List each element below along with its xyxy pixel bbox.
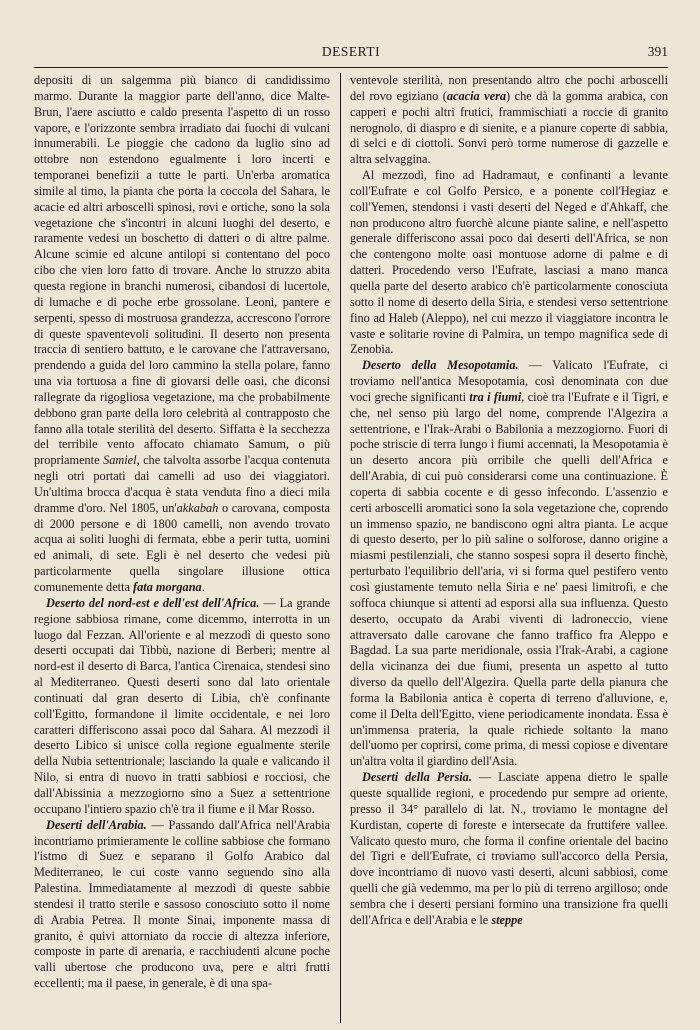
paragraph-arabia-continued: ventevole sterilità, non presentando altro che pochi arboscelli del rovo egiziano (acacia vera) che dà la gomma arabica, con capperi e pochi altri frutici, frammischiati a roccie di granito nerognolo, di diaspro e di sienite, e a pianure coperte di sabbia, di selci e di ciottoli. Sonvi però torme numerose di gazzelle e altra selvaggina. [350,73,668,167]
section-title-arabia: Deserti dell'Arabia. [46,817,147,832]
paragraph-hadramaut: Al mezzodì, fino ad Hadramaut, e confinanti a levante coll'Eufrate e col Golfo Persico, e a ponente coll'Hegiaz e coll'Yemen, stendonsi i vasti deserti del Neged e d'Ahkaff, che non producono altro fuorchè alcune piante saline, e nell'aspetto generale differiscono assai poco dai deserti dell'Africa, se non che contengono molte oasi montuose adorne di palme e di datteri. Procedendo verso l'Eufrate, lasciasi a mano manca quella parte del deserto arabico ch'è particolarmente conosciuta sotto il nome di deserto della Siria, e stendesi verso settentrione fino ad Haleb (Aleppo), nel cui mezzo il viaggiatore incontra le vaste e solitarie rovine di Palmira, un tempo magnifica sede di Zenobia. [350,168,668,357]
paragraph-northeast-africa: Deserto del nord-est e dell'est dell'Africa. — La grande regione sabbiosa rimane, come dicemmo, interrotta in un luogo dal Fezzan. All'oriente e al mezzodì di questo sono deserti occupati dai Tibbù, nazione di Berberi; mentre al nord-est il deserto di Barca, l'antica Cirenaica, stendesi sino al Mediterraneo. Questi deserti sono dal lato orientale continuati dal gran deserto di Libia, ch'è confinante coll'Egitto, formandone il limite occidentale, e nei loro caratteri differiscono assai poco dal Sahara. Al mezzodì il deserto Libico si unisce colla regione egualmente sterile della Nubia settentrionale; lasciando la quale e valicando il Nilo, si entra di nuovo in tratti sabbiosi e rocciosi, che dall'Abissinia a mezzogiorno sino a Suez a settentrione occupano l'intiero spazio ch'è tra il fiume e il Mar Rosso. [34,595,330,816]
header-rule [34,67,668,68]
paragraph-mesopotamia: Deserto della Mesopotamia. — Valicato l'Eufrate, ci troviamo nell'antica Mesopotamia, così denominata con due voci greche significanti tra i fiumi, cioè tra l'Eufrate e il Tigri, e che, nel senso più largo del nome, comprende l'Algezira a settentrione, e l'Irak-Arabi o Babilonia a mezzogiorno. Fuori di poche striscie di terra lungo i fiumi accennati, la Mesopotamia è un deserto ancora più orribile che quelli dell'Africa e dell'Arabia, di cui può considerarsi come una continuazione. È coperta di sabbia cocente e di gesso infecondo. L'assenzio e certi arboscelli aromatici sono la sola vegetazione che, coprendo un immenso spazio, ne bandiscono ogni altra pianta. Le acque di questo deserto, per lo più saline o solforose, danno origine a miasmi pestilenziali, che stanno sospesi sopra il deserto finchè, perturbato l'equilibrio dell'aria, vi si forma quel pestifero vento così giustamente temuto nella Siria e ne' paesi limitrofi, e che soffoca chiunque si attenti ad esporsi alla sua influenza. Questo deserto, occupato da Arabi viventi di ladroneccio, viene attraversato dalle carovane che fanno traffico fra Aleppo e Bagdad. La sua parte meridionale, ossia l'Irak-Arabi, a cagione della vicinanza dei due fiumi, presenta un aspetto al tutto diverso da quello dell'Algezira. Quella parte della pianura che forma la Babilonia antica è coperta di terreno d'alluvione, e, come il Delta dell'Egitto, viene periodicamente inondata. Essa è un'immensa prateria, la quale richiede soltanto la mano dell'uomo per coprirsi, come prima, di messi copiose e diventare un'altra volta il giardino dell'Asia. [350,358,668,769]
page-header [34,40,668,68]
left-column [34,73,330,1025]
column-divider [340,73,341,1023]
right-column [350,73,668,1025]
page-number: 391 [647,44,668,59]
running-title: DESERTI [321,44,381,59]
paragraph-persia: Deserti della Persia. — Lasciate appena dietro le spalle queste squallide regioni, e procedendo pur sempre ad oriente, presso il 34° parallelo di lat. N., troviamo le montagne del Kurdistan, coperte di foreste e intersecate da fruttifere vallee. Valicato questo muro, che forma il confine orientale del bacino del Tigri e dell'Eufrate, ci troviamo sull'accorco della Persia, dove incontriamo di nuovo vasti deserti, alcuni sabbiosi, come quelli che già vedemmo, ma per lo più di terreno argilloso; onde sembra che i deserti persiani formino una transizione fra quelli dell'Africa e dell'Arabia e le steppe [350,770,668,927]
paragraph-arabia: Deserti dell'Arabia. — Passando dall'Africa nell'Arabia incontriamo primieramente le colline sabbiose che formano l'istmo di Suez e separano il Golfo Arabico dal Mediterraneo, le cui coste vanno seguendo sino alla Palestina. Immediatamente al mezzodì di queste sabbie stendesi il tratto sterile e sassoso conosciuto sotto il nome di Arabia Petrea. Il monte Sinai, imponente massa di granito, è quivi attorniato da roccie di altezza inferiore, composte in parte di arenaria, e racchiudenti alcune poche valli ubertose che producono uva, pere e altri frutti eccellenti; ma il paese, in generale, è di una spa- [34,817,330,991]
section-title-mesopotamia: Deserto della Mesopotamia. [362,358,519,373]
paragraph-sahara-continued: depositi di un salgemma più bianco di candidissimo marmo. Durante la maggior parte dell'anno, dice Malte-Brun, l'aere asciutto e caldo presenta l'aspetto di un rosso vapore, e l'orizzonte sembra irradiato dai fuochi di vulcani innumerabili. Le pioggie che cadono da luglio sino ad ottobre non estendono egualmente i loro incerti e temporanei benefizii a tutte le parti. Un'erba aromatica simile al timo, la pianta che porta la coccola del Sahara, le acacie ed altri arboscelli spinosi, rovi e ortiche, sono la sola vegetazione che s'incontri in alcuni luoghi del deserto, e raramente vedesi un boschetto di datteri o di altre palme. Alcune scimie ed alcune antilopi si contentano del poco cibo che vien loro fatto di trovare. Anche lo struzzo abita questa regione in branchi numerosi, cibandosi di lucertole, di lumache e di poche erbe grossolane. Leoni, pantere e serpenti, spesso di mostruosa grandezza, accrescono l'orrore di queste spaventevoli solitudini. Il deserto non presenta traccia di sentiero battuto, e le carovane che l'attraversano, prendendo a guida del loro cammino la stella polare, fanno una via tortuosa a fine di giovarsi delle oasi, che diconsi rallegrate da rigogliosa vegetazione, ma che probabilmente debbono gran parte della loro celebrità al contrapposto che fanno alla totale sterilità del deserto. Siffatta è la secchezza del terribile vento affocato chiamato Samum, o più propriamente Samiel, che talvolta assorbe l'acqua contenuta negli otri portati dai camelli ad uso dei viaggiatori. Un'ultima brocca d'acqua è stata venduta fino a dieci mila dramme d'oro. Nel 1805, un'akkabah o carovana, composta di 2000 persone e di 1800 camelli, non avendo trovato acqua ai soliti luoghi di fermata, ebbe a perir tutta, uomini ed animali, di sete. Egli è nel deserto che vedesi più particolarmente quella singolare illusione ottica comunemente detta fata morgana. [34,73,330,594]
section-title-northeast-africa: Deserto del nord-est e dell'est dell'Africa. [46,595,260,610]
section-title-persia: Deserti della Persia. [362,770,472,785]
